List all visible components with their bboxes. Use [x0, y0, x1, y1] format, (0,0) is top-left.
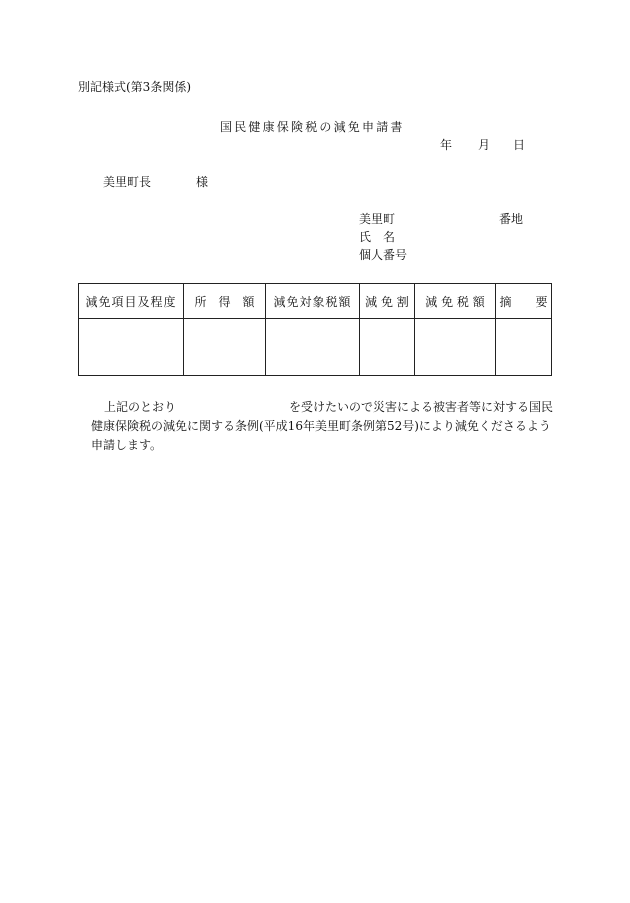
- header-label: 摘 要: [499, 294, 548, 309]
- reduction-table: [78, 283, 552, 376]
- header-cell: [496, 284, 552, 319]
- date-year: 年: [440, 138, 453, 152]
- header-label: 減免項目及程度: [85, 294, 177, 309]
- header-cell: [360, 284, 415, 319]
- table-header-row: [79, 284, 552, 319]
- table-cell: [184, 319, 266, 376]
- header-label: 減免対象税額: [273, 294, 352, 309]
- applicant-number-label: 個人番号: [359, 248, 408, 262]
- applicant-town: 美里町: [359, 212, 396, 226]
- body-line-1-start: 上記のとおり: [104, 400, 177, 414]
- header-cell: [415, 284, 496, 319]
- header-label: 減 免 税 額: [425, 294, 485, 309]
- table-cell: [266, 319, 360, 376]
- form-label: 別記様式(第3条関係): [78, 80, 191, 94]
- body-line-1: [104, 400, 553, 414]
- table-cell: [360, 319, 415, 376]
- table-cell: [79, 319, 184, 376]
- body-line-3: 申請します。: [91, 438, 163, 452]
- applicant-name-label: 氏 名: [359, 230, 396, 244]
- header-cell: [184, 284, 266, 319]
- header-cell: [79, 284, 184, 319]
- document-title: 国民健康保険税の減免申請書: [220, 120, 405, 134]
- table-row: [79, 319, 552, 376]
- applicant-lot: 番地: [499, 212, 524, 226]
- date-month: 月: [478, 138, 491, 152]
- body-line-1-end: を受けたいので災害による被害者等に対する国民: [289, 400, 554, 414]
- header-label: 減 免 割: [365, 294, 409, 309]
- body-line-2: 健康保険税の減免に関する条例(平成16年美里町条例第52号)により減免くださるよう: [91, 419, 551, 433]
- header-cell: [266, 284, 360, 319]
- addressee-honorific: 様: [196, 175, 209, 189]
- table-cell: [496, 319, 552, 376]
- date-day: 日: [513, 138, 526, 152]
- addressee-name: 美里町長: [103, 175, 152, 189]
- table-cell: [415, 319, 496, 376]
- date-line: [440, 138, 530, 152]
- header-label: 所 得 額: [194, 294, 255, 309]
